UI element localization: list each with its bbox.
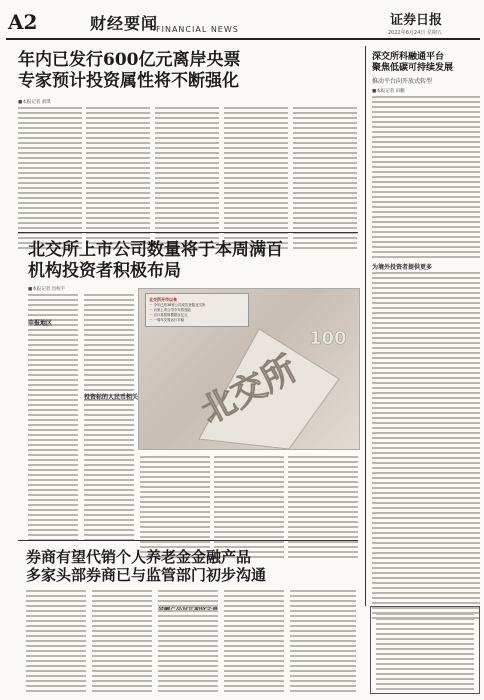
lead-headline-line1: 年内已发行600亿元离岸央票 [18,50,241,70]
infobox-line: 一 今年已有38家公司成功登陆北交所 [149,303,206,307]
bottom-body-col3 [158,590,218,692]
middle-body-col2 [84,294,134,541]
lead-divider [18,232,358,233]
middle-headline-line2: 机构投资者积极布局 [28,261,181,281]
section-title: 财经要闻 [90,14,159,33]
infobox-line: 一 百家上市公司今年将登陆 [149,308,191,312]
notice-box-text [376,613,474,690]
right-story-body-b [372,272,480,519]
right-subhead-1: 为境外投资者提供更多 [372,264,433,271]
paper-logo: 证券日报 [390,13,443,28]
lead-headline [18,50,358,92]
bottom-headline [26,548,356,584]
lead-body-col4 [224,107,288,249]
middle-subhead-1: 申报地区 [28,320,53,327]
lead-body-col3 [155,107,219,249]
notice-box [370,606,480,694]
bottom-headline-line1: 券商有望代销个人养老金金融产品 [26,548,252,566]
right-story-title-line2: 聚焦低碳可持续发展 [372,63,454,73]
bottom-body-col2 [92,590,152,692]
right-story-title [372,52,480,74]
right-story-subtitle: 推动平台向开放式转型 [372,78,433,85]
lead-body-col1 [18,107,82,249]
page-number: A2 [8,10,38,34]
right-story-body-a [372,96,480,258]
paper-date: 2022年6月24日 星期五 [388,30,442,36]
infobox-line: 一 一周年交易运行平稳 [149,318,184,322]
middle-body-col4 [214,456,284,558]
section-title-en: FINANCIAL NEWS [156,25,239,34]
middle-body-col5 [288,456,358,558]
masthead [6,8,480,40]
lead-headline-line2: 专家预计投资属性将不断强化 [18,71,239,91]
lead-byline: ■本报记者 刘琪 [18,100,51,105]
lead-body-col2 [86,107,150,249]
middle-body-col1 [28,294,78,541]
bottom-headline-line2: 多家头部券商已与监管部门初步沟通 [26,566,267,584]
infobox-title: 北交所开市以来 [149,297,177,302]
middle-subhead-2: 投资标的人民币相关 [84,394,139,401]
bottom-divider [18,540,358,541]
bottom-body-col5 [290,590,356,692]
right-story-title-line1: 深交所科融通平台 [372,52,445,62]
right-story-byline: ■本报记者 田鹏 [372,89,405,94]
bottom-body-col4 [224,590,284,692]
middle-headline-line1: 北交所上市公司数量将于本周满百 [28,240,283,260]
photo-large-characters: 北交所 [194,348,304,432]
infobox-line: 一 合计募资规模超百亿元 [149,313,188,317]
lead-body-col5 [293,107,357,249]
bottom-body-col1 [26,590,86,692]
middle-headline [28,240,328,282]
right-story-body-c [372,522,480,619]
photo-number: 100 [309,328,347,349]
right-column-rule [365,46,366,606]
middle-body-col3 [140,456,210,558]
middle-byline: ■本报记者 昌校宇 [28,287,66,292]
photo-infobox [145,293,249,327]
feature-photo [138,288,360,450]
